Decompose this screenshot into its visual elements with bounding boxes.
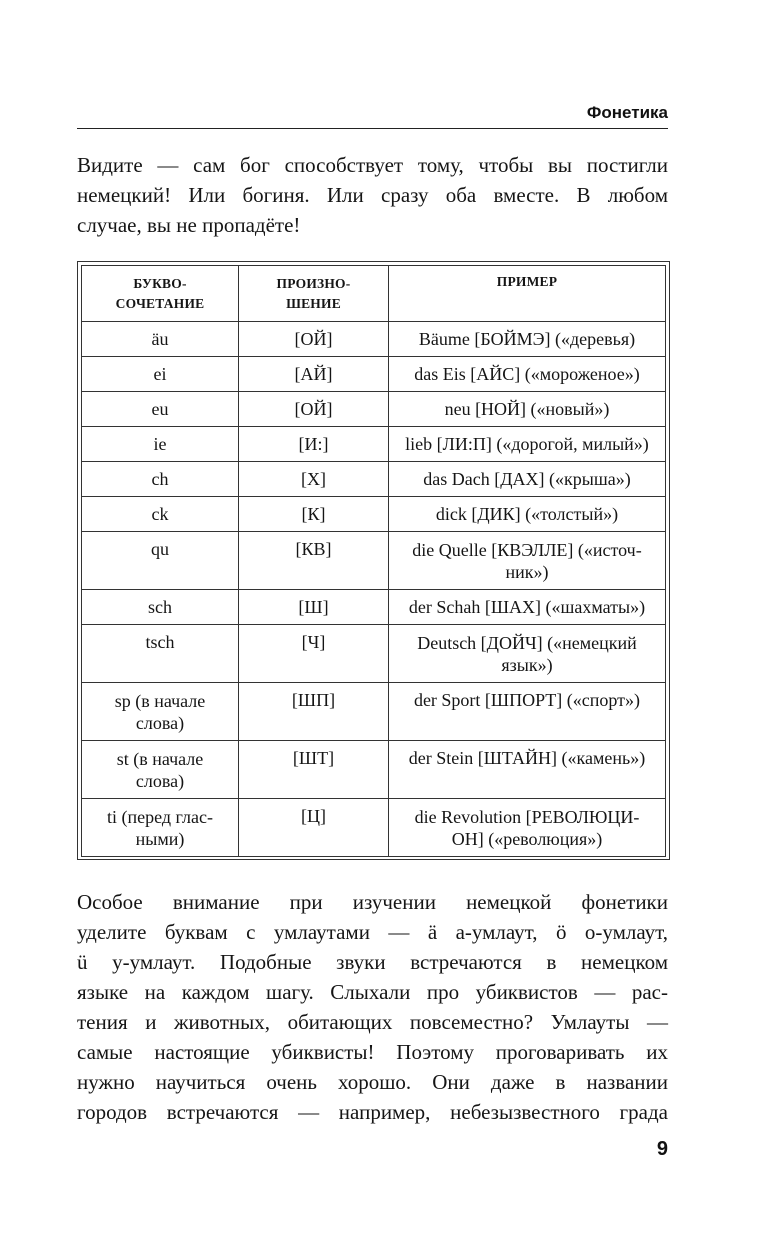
example-cell: dick [ДИК] («толстый») [389, 497, 666, 532]
intro-line: немецкий! Или богиня. Или сразу оба вместе. В любом [77, 183, 668, 207]
body-paragraph [77, 887, 668, 1127]
table-row [82, 683, 666, 741]
example-cell: die Revolution [РЕВОЛЮЦИ- ОН] («революция») [389, 799, 666, 857]
header-pronunciation: ПРОИЗНО- ШЕНИЕ [239, 266, 389, 322]
table-header-row [82, 266, 666, 322]
page-number: 9 [656, 1138, 668, 1160]
body-line: ü у-умлаут. Подобные звуки встречаются в немецком [77, 950, 668, 974]
letters-cell: sp (в начале слова) [82, 683, 239, 741]
body-line: самые настоящие убиквисты! Поэтому проговаривать их [77, 1040, 668, 1064]
sound-cell: [Ц] [239, 799, 389, 857]
table-row [82, 357, 666, 392]
header-rule [77, 128, 668, 129]
example-cell: die Quelle [КВЭЛЛЕ] («источ- ник») [389, 532, 666, 590]
table-row [82, 497, 666, 532]
sound-cell: [ШТ] [239, 741, 389, 799]
example-cell: der Sport [ШПОРТ] («спорт») [389, 683, 666, 741]
table-row [82, 392, 666, 427]
sound-cell: [ШП] [239, 683, 389, 741]
body-line: нужно научиться очень хорошо. Они даже в названии [77, 1070, 668, 1094]
sound-cell: [К] [239, 497, 389, 532]
table-row [82, 741, 666, 799]
sound-cell: [Ш] [239, 590, 389, 625]
letters-cell: ei [82, 357, 239, 392]
letters-cell: tsch [82, 625, 239, 683]
table-row [82, 799, 666, 857]
letters-cell: qu [82, 532, 239, 590]
letters-cell: sch [82, 590, 239, 625]
sound-cell: [И:] [239, 427, 389, 462]
body-line: городов встречаются — например, небезызвестного града [77, 1100, 668, 1124]
letters-cell: ie [82, 427, 239, 462]
table-row [82, 625, 666, 683]
letters-cell: äu [82, 322, 239, 357]
sound-cell: [Ч] [239, 625, 389, 683]
example-cell: der Schah [ШАХ] («шахматы») [389, 590, 666, 625]
table-row [82, 427, 666, 462]
letters-cell: ch [82, 462, 239, 497]
letters-cell: st (в начале слова) [82, 741, 239, 799]
letters-cell: ck [82, 497, 239, 532]
table-row [82, 590, 666, 625]
intro-line: Видите — сам бог способствует тому, чтобы вы постигли [77, 153, 668, 177]
letters-cell: eu [82, 392, 239, 427]
body-line: языке на каждом шагу. Слыхали про убиквистов — рас- [77, 980, 668, 1004]
example-cell: das Eis [АЙС] («мороженое») [389, 357, 666, 392]
phonetics-table [81, 265, 666, 857]
body-line: Особое внимание при изучении немецкой фонетики [77, 890, 668, 914]
intro-line: случае, вы не пропадёте! [77, 213, 301, 237]
header-letter-combination: БУКВО- СОЧЕТАНИЕ [82, 266, 239, 322]
sound-cell: [ОЙ] [239, 322, 389, 357]
intro-paragraph [77, 150, 668, 240]
sound-cell: [ОЙ] [239, 392, 389, 427]
example-cell: Bäume [БОЙМЭ] («деревья) [389, 322, 666, 357]
letters-cell: ti (перед глас- ными) [82, 799, 239, 857]
table-row [82, 532, 666, 590]
phonetics-table-frame [77, 261, 670, 860]
table-row [82, 322, 666, 357]
body-line: тения и животных, обитающих повсеместно? Умлауты — [77, 1010, 668, 1034]
sound-cell: [АЙ] [239, 357, 389, 392]
running-head-title: Фонетика [586, 103, 668, 122]
sound-cell: [КВ] [239, 532, 389, 590]
body-line: уделите буквам с умлаутами — ä а-умлаут, ö о-умлаут, [77, 920, 668, 944]
example-cell: das Dach [ДАХ] («крыша») [389, 462, 666, 497]
example-cell: Deutsch [ДОЙЧ] («немецкий язык») [389, 625, 666, 683]
header-example: ПРИМЕР [389, 266, 666, 322]
example-cell: lieb [ЛИ:П] («дорогой, милый») [389, 427, 666, 462]
example-cell: der Stein [ШТАЙН] («камень») [389, 741, 666, 799]
table-row [82, 462, 666, 497]
example-cell: neu [НОЙ] («новый») [389, 392, 666, 427]
sound-cell: [Х] [239, 462, 389, 497]
